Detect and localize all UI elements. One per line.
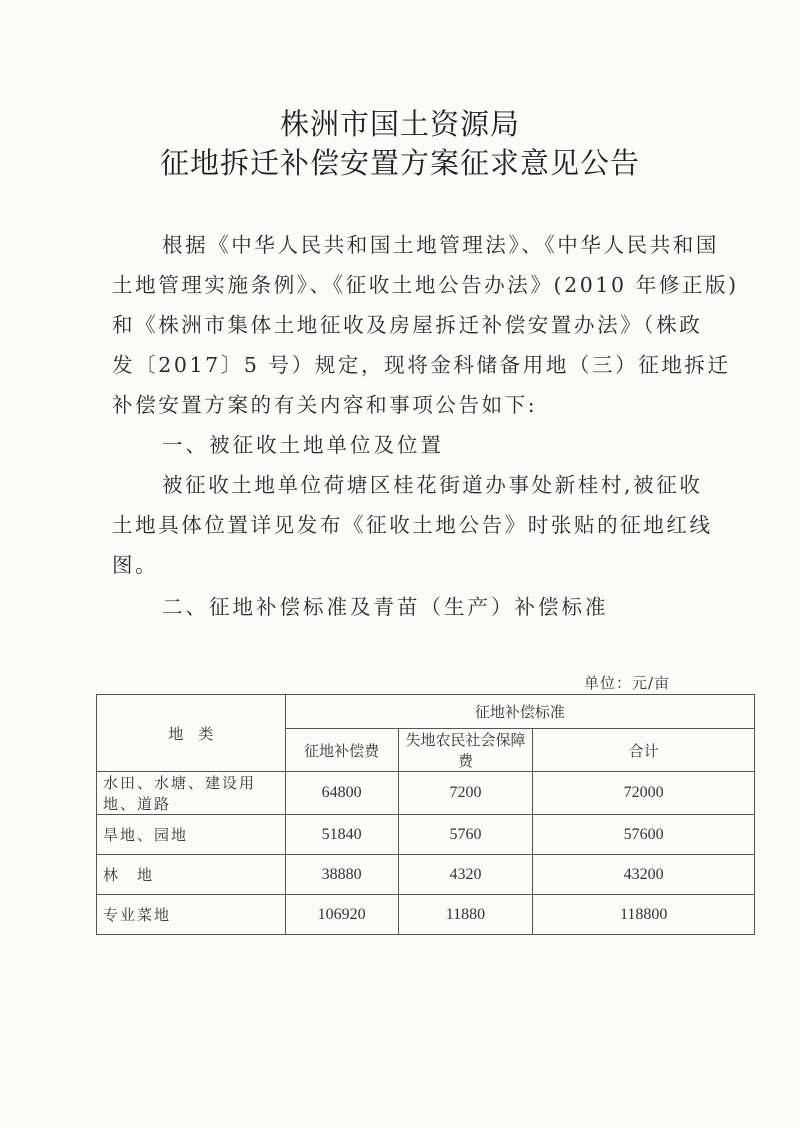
intro-line: 根据《中华人民共和国土地管理法》、《中华人民共和国 (162, 233, 719, 257)
section-1-line: 被征收土地单位荷塘区桂花街道办事处新桂村,被征收 (162, 473, 703, 497)
compensation-table (96, 694, 755, 935)
comp-cell: 106920 (285, 895, 398, 935)
total-cell: 57600 (533, 815, 755, 855)
section-1-line: 土地具体位置详见发布《征收土地公告》时张贴的征地红线 (112, 513, 713, 537)
table-row (97, 855, 755, 895)
land-type-cell: 旱地、园地 (97, 815, 286, 855)
comp-cell: 38880 (285, 855, 398, 895)
comp-cell: 64800 (285, 772, 398, 815)
social-cell: 5760 (398, 815, 533, 855)
land-type-cell: 林 地 (97, 855, 286, 895)
comp-cell: 51840 (285, 815, 398, 855)
header-comp: 征地补偿费 (285, 729, 398, 772)
land-type-cell: 水田、水塘、建设用地、道路 (97, 772, 286, 815)
table-row (97, 772, 755, 815)
section-1-heading: 一、被征收土地单位及位置 (162, 433, 444, 457)
section-1-line: 图。 (112, 553, 159, 577)
table-row (97, 815, 755, 855)
title-line-1: 株洲市国土资源局 (279, 107, 520, 141)
section-2-heading: 二、征地补偿标准及青苗（生产）补偿标准 (162, 595, 609, 619)
intro-line: 土地管理实施条例》、《征收土地公告办法》(2010 年修正版) (112, 273, 739, 297)
social-cell: 7200 (398, 772, 533, 815)
header-social: 失地农民社会保障费 (398, 729, 533, 772)
unit-label: 单位：元/亩 (584, 674, 671, 692)
header-land-type: 地 类 (97, 695, 286, 772)
intro-line: 和《株洲市集体土地征收及房屋拆迁补偿安置办法》（株政 (112, 313, 703, 337)
table-row (97, 895, 755, 935)
social-cell: 4320 (398, 855, 533, 895)
total-cell: 72000 (533, 772, 755, 815)
land-type-cell: 专业菜地 (97, 895, 286, 935)
header-group: 征地补偿标准 (285, 695, 754, 729)
social-cell: 11880 (398, 895, 533, 935)
table-header-row (97, 695, 755, 729)
intro-line: 发〔2017〕5 号）规定，现将金科储备用地（三）征地拆迁 (112, 353, 731, 377)
header-total: 合计 (533, 729, 755, 772)
title-line-2: 征地拆迁补偿安置方案征求意见公告 (159, 146, 640, 180)
intro-line: 补偿安置方案的有关内容和事项公告如下: (112, 393, 538, 417)
total-cell: 118800 (533, 895, 755, 935)
total-cell: 43200 (533, 855, 755, 895)
